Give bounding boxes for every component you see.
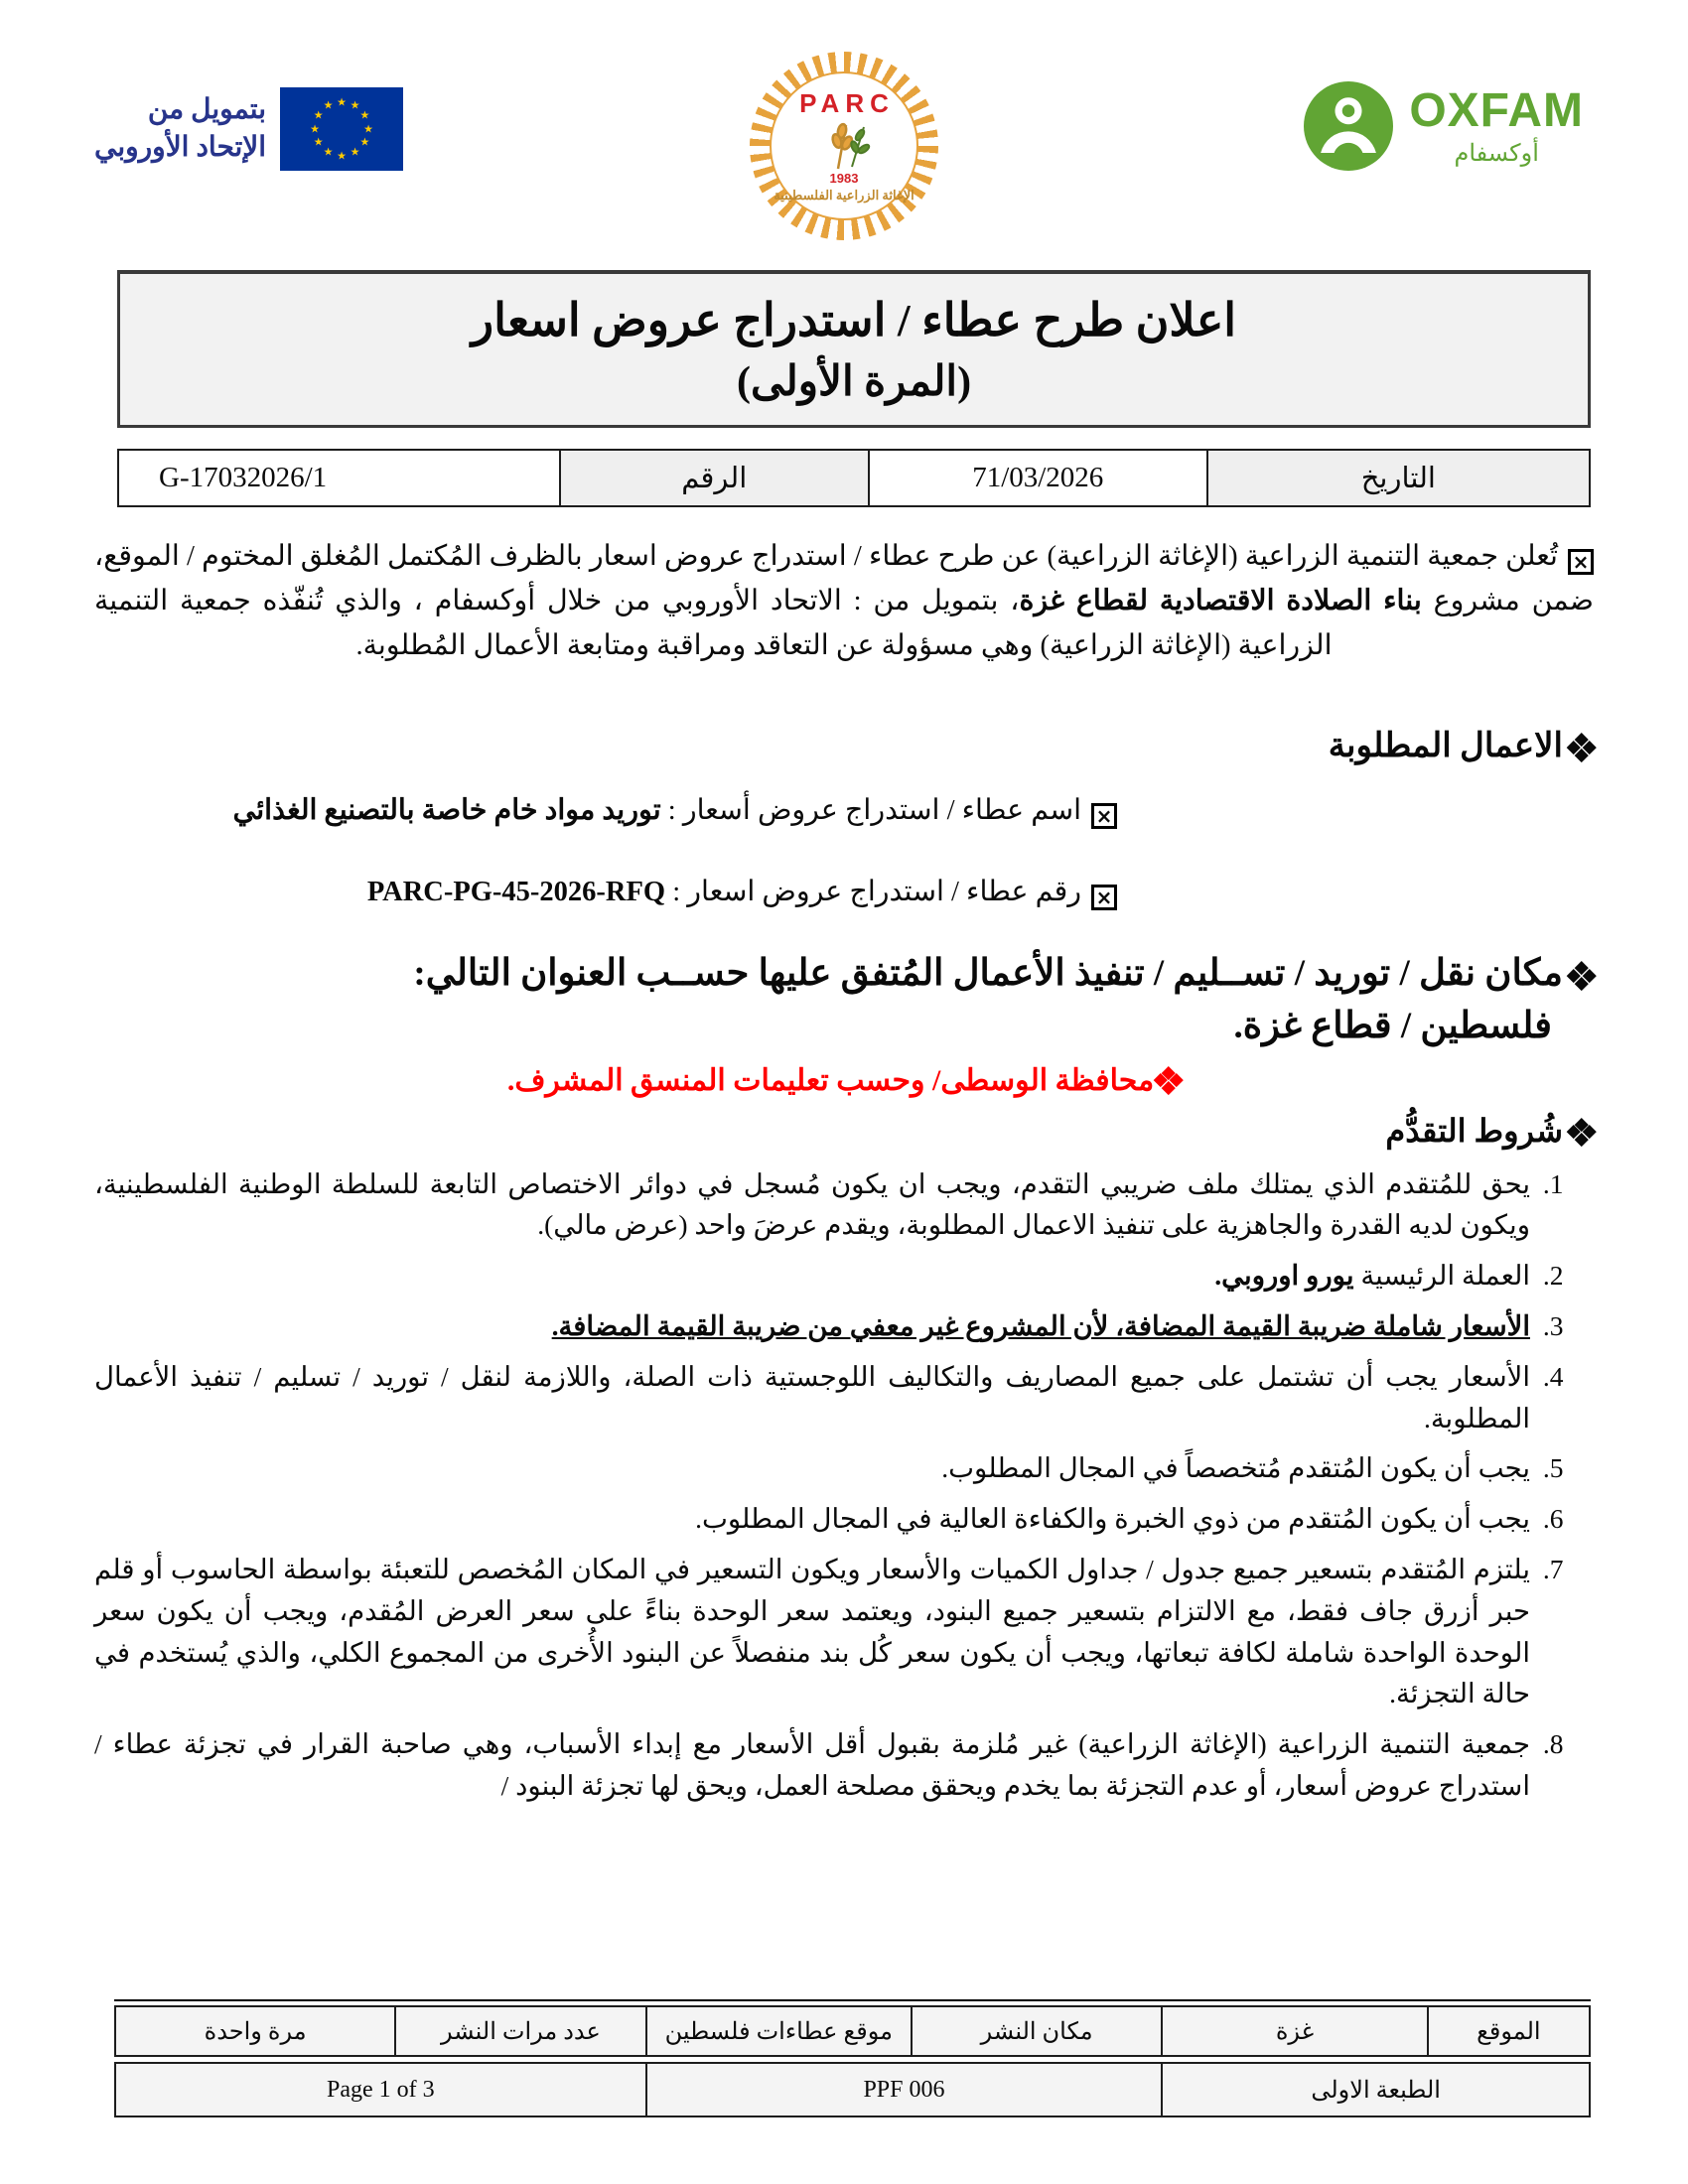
- number-label-cell: الرقم: [560, 450, 869, 506]
- oxfam-mark-icon: [1304, 81, 1393, 171]
- oxfam-texts: [1409, 84, 1584, 168]
- condition-item-6: [94, 1498, 1536, 1540]
- condition-text: يجب أن يكون المُتقدم من ذوي الخبرة والكفاءة العالية في المجال المطلوب.: [695, 1503, 1530, 1535]
- eu-star-icon: ★: [313, 108, 324, 122]
- diamond-icon: [1569, 1120, 1594, 1145]
- document-body: [94, 534, 1594, 1816]
- edition-cell: الطبعة الاولى: [1162, 2063, 1590, 2116]
- tender-number-value: PARC-PG-45-2026-RFQ: [366, 877, 666, 908]
- tender-number-label: رقم عطاء / استدراج عروض اسعار :: [665, 877, 1081, 908]
- eu-star-icon: ★: [310, 122, 320, 135]
- conditions-heading: [94, 1112, 1594, 1150]
- eu-star-icon: ★: [359, 135, 370, 149]
- oxfam-logo: [1304, 81, 1584, 171]
- condition-text: العملة الرئيسية: [1353, 1260, 1530, 1292]
- form-code-cell: [646, 2063, 1163, 2116]
- page-number: Page 1 of 3: [326, 2076, 435, 2103]
- delivery-place-line2: فلسطين / قطاع غزة.: [1233, 1005, 1552, 1046]
- eu-funding-line1: بتمويل من: [147, 94, 267, 126]
- eu-star-icon: ★: [337, 149, 347, 162]
- condition-text: يلتزم المُتقدم بتسعير جميع جدول / جداول الكميات والأسعار ويكون التسعير في المكان المُخصص للتعبئة بواسطة الحاسوب أو قلم حبر أزرق جاف فقط، مع الالتزام بتسعير جميع البنود، ويعتمد سعر الوحدة بناءً على سعر العرض المُقدم، ويجب أن يكون سعر الوحدة الواحدة شاملة لكافة تبعاتها، ويجب أن يكون سعر كُل بند منفصلاً عن البنود الأُخرى من المجموع الكلي، والذي يُستخدم في حالة التجزئة.: [94, 1553, 1530, 1709]
- eu-funding-logo: [94, 87, 403, 171]
- eu-star-icon: ★: [323, 98, 334, 112]
- condition-text: يحق للمُتقدم الذي يمتلك ملف ضريبي التقدم، ويجب ان يكون مُسجل في دوائر الاختصاص التابعة للسلطة الوطنية الفلسطينية، ويكون لديه القدرة والجاهزية على تنفيذ الاعمال المطلوبة، ويقدم عرضَ واحد (عرض مالي).: [94, 1167, 1530, 1241]
- publish-count-label-cell: عدد مرات النشر: [395, 2006, 645, 2056]
- site-label-cell: الموقع: [1428, 2006, 1590, 2056]
- date-number-table: [117, 449, 1591, 507]
- condition-text: يجب أن يكون المُتقدم مُتخصصاً في المجال المطلوب.: [941, 1452, 1530, 1484]
- publish-count-value-cell: مرة واحدة: [115, 2006, 395, 2056]
- tender-title-line1: اعلان طرح عطاء / استدراج عروض اسعار: [471, 295, 1237, 345]
- tender-title-box: [117, 270, 1591, 428]
- tender-name-item: [94, 793, 1117, 829]
- eu-star-icon: ★: [323, 145, 334, 159]
- diamond-icon: [1569, 735, 1594, 759]
- wheat-olive-icon: [812, 119, 876, 171]
- publish-place-value-cell: موقع عطاءات فلسطين: [646, 2006, 912, 2056]
- number-value: G-17032026/1: [159, 462, 328, 493]
- conditions-list: [94, 1163, 1594, 1807]
- intro-part2: ، بتمويل من : الاتحاد الأوروبي من خلال أوكسفام ، والذي تُنفّذه جمعية التنمية الزراعية (الإغاثة الزراعية) وهي مسؤولة عن التعاقد ومراقبة ومتابعة الأعمال المُطلوبة.: [94, 586, 1333, 662]
- condition-item-5: [94, 1447, 1536, 1489]
- conditions-heading-text: شُروط التقدُّم: [1385, 1112, 1563, 1149]
- tender-name-value: توريد مواد خام خاصة بالتصنيع الغذائي: [232, 795, 661, 827]
- parc-logo: [750, 52, 938, 240]
- condition-item-1: [94, 1163, 1536, 1247]
- oxfam-arabic-name: أوكسفام: [1454, 140, 1539, 167]
- parc-logo-inner: [770, 71, 918, 220]
- condition-item-4: [94, 1356, 1536, 1439]
- condition-text-bold: يورو اوروبي.: [1214, 1260, 1354, 1292]
- delivery-place-heading: [94, 946, 1594, 1002]
- eu-star-icon: ★: [337, 95, 347, 108]
- required-works-heading: [94, 726, 1594, 765]
- edition-page-table: [114, 2062, 1591, 2117]
- condition-item-2: [94, 1255, 1536, 1297]
- condition-text: الأسعار يجب أن تشتمل على جميع المصاريف والتكاليف اللوجستية ذات الصلة، واللازمة لنقل / توريد / تسليم / تنفيذ الأعمال المطلوبة.: [94, 1360, 1530, 1433]
- checkbox-icon: ×: [1091, 803, 1117, 829]
- diamond-icon: [1569, 963, 1594, 988]
- number-value-cell: [118, 450, 560, 506]
- eu-star-icon: ★: [363, 122, 373, 135]
- condition-item-7: [94, 1549, 1536, 1714]
- parc-year: 1983: [829, 171, 859, 186]
- page-footer: [114, 1999, 1591, 2117]
- delivery-place-heading-text: مكان نقل / توريد / تســليم / تنفيذ الأعمال المُتفق عليها حســب العنوان التالي:: [413, 953, 1563, 995]
- eu-star-icon: ★: [359, 108, 370, 122]
- tender-name-label: اسم عطاء / استدراج عروض أسعار :: [660, 795, 1081, 827]
- date-label-cell: التاريخ: [1207, 450, 1590, 506]
- eu-star-icon: ★: [350, 145, 360, 159]
- intro-paragraph: [94, 534, 1594, 668]
- parc-name: PARC: [799, 88, 895, 118]
- eu-funding-line2: الإتحاد الأوروبي: [94, 132, 267, 163]
- publication-info-table: [114, 2005, 1591, 2057]
- condition-item-3: [94, 1305, 1536, 1347]
- eu-star-icon: ★: [350, 98, 360, 112]
- tender-title-line2: (المرة الأولى): [736, 359, 972, 405]
- eu-funding-text: [94, 91, 266, 167]
- page-number-cell: [115, 2063, 646, 2116]
- date-value-cell: [869, 450, 1207, 506]
- form-code: PPF 006: [863, 2076, 945, 2103]
- required-works-heading-text: الاعمال المطلوبة: [1328, 728, 1563, 765]
- governorate-note: [94, 1063, 1594, 1098]
- eu-star-icon: ★: [313, 135, 324, 149]
- diamond-icon: [1156, 1068, 1181, 1093]
- intro-part1: تُعلن جمعية التنمية الزراعية (الإغاثة الزراعية) عن طرح عطاء / استدراج عروض اسعار بالظرف المُكتمل المُغلق المختوم / الموقع، ضمن مشروع: [94, 541, 1594, 617]
- eu-flag-icon: [280, 87, 403, 171]
- intro-bold: بناء الصلادة الاقتصادية لقطاع غزة: [1019, 586, 1422, 617]
- date-value: 71/03/2026: [972, 462, 1104, 493]
- condition-text: جمعية التنمية الزراعية (الإغاثة الزراعية) غير مُلزمة بقبول أقل الأسعار مع إبداء الأسباب، وهي صاحبة القرار في تجزئة عطاء / استدراج عروض أسعار، أو عدم التجزئة بما يخدم ويحقق مصلحة العمل، ويحق لها تجزئة البنود /: [94, 1728, 1530, 1801]
- site-value-cell: غزة: [1162, 2006, 1427, 2056]
- governorate-note-text: محافظة الوسطى/ وحسب تعليمات المنسق المشرف.: [506, 1063, 1155, 1097]
- publish-place-label-cell: مكان النشر: [912, 2006, 1162, 2056]
- checkbox-icon: ×: [1091, 885, 1117, 910]
- condition-text-bold-underline: الأسعار شاملة ضريبة القيمة المضافة، لأن المشروع غير معفي من ضريبة القيمة المضافة.: [551, 1309, 1530, 1341]
- parc-arabic-name: الإغاثة الزراعية الفلسطينية: [774, 188, 914, 203]
- condition-item-8: [94, 1723, 1536, 1807]
- oxfam-name: OXFAM: [1409, 84, 1584, 137]
- tender-number-item: [94, 875, 1117, 910]
- checkbox-icon: ×: [1568, 549, 1594, 575]
